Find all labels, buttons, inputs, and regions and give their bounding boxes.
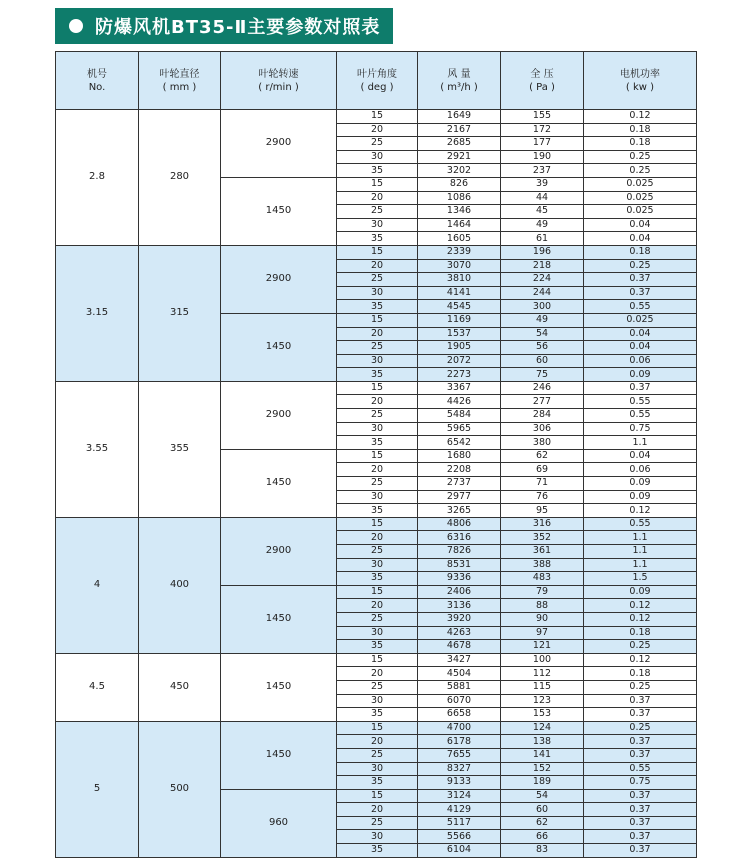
cell-total-pressure: 90 [501,612,584,626]
cell-motor-power: 0.25 [584,150,697,164]
cell-total-pressure: 152 [501,762,584,776]
cell-air-volume: 5566 [418,830,501,844]
cell-total-pressure: 61 [501,232,584,246]
cell-model-no: 5 [56,721,139,857]
cell-blade-angle: 20 [337,191,418,205]
cell-air-volume: 1346 [418,205,501,219]
header-impeller-diameter: 叶轮直径 ( mm ) [139,52,221,110]
cell-total-pressure: 97 [501,626,584,640]
cell-air-volume: 1537 [418,327,501,341]
cell-blade-angle: 15 [337,245,418,259]
cell-motor-power: 0.37 [584,286,697,300]
cell-air-volume: 4678 [418,640,501,654]
cell-total-pressure: 138 [501,735,584,749]
cell-blade-angle: 15 [337,721,418,735]
cell-blade-angle: 35 [337,436,418,450]
cell-motor-power: 0.04 [584,232,697,246]
cell-motor-power: 0.025 [584,177,697,191]
cell-blade-angle: 35 [337,300,418,314]
cell-total-pressure: 60 [501,803,584,817]
cell-motor-power: 0.55 [584,517,697,531]
cell-total-pressure: 54 [501,327,584,341]
cell-total-pressure: 88 [501,599,584,613]
cell-total-pressure: 155 [501,110,584,124]
cell-blade-angle: 25 [337,341,418,355]
cell-total-pressure: 100 [501,653,584,667]
cell-motor-power: 0.09 [584,490,697,504]
cell-blade-angle: 35 [337,232,418,246]
cell-blade-angle: 15 [337,110,418,124]
table-row [56,245,697,259]
cell-total-pressure: 75 [501,368,584,382]
cell-motor-power: 0.55 [584,409,697,423]
cell-blade-angle: 30 [337,762,418,776]
cell-air-volume: 7826 [418,545,501,559]
cell-blade-angle: 20 [337,463,418,477]
cell-total-pressure: 196 [501,245,584,259]
table-row [56,381,697,395]
cell-air-volume: 3920 [418,612,501,626]
cell-motor-power: 0.09 [584,477,697,491]
cell-blade-angle: 35 [337,572,418,586]
cell-model-no: 4.5 [56,653,139,721]
cell-motor-power: 0.04 [584,218,697,232]
cell-air-volume: 2273 [418,368,501,382]
cell-motor-power: 0.12 [584,110,697,124]
cell-blade-angle: 20 [337,531,418,545]
cell-speed: 1450 [221,313,337,381]
cell-air-volume: 3070 [418,259,501,273]
table-row [56,517,697,531]
cell-air-volume: 2339 [418,245,501,259]
cell-air-volume: 1605 [418,232,501,246]
cell-motor-power: 0.18 [584,123,697,137]
header-blade-angle: 叶片角度 ( deg ) [337,52,418,110]
cell-air-volume: 3265 [418,504,501,518]
table-row [56,721,697,735]
cell-motor-power: 0.37 [584,273,697,287]
cell-air-volume: 7655 [418,748,501,762]
cell-motor-power: 1.1 [584,558,697,572]
cell-blade-angle: 20 [337,123,418,137]
cell-air-volume: 6542 [418,436,501,450]
cell-air-volume: 5117 [418,816,501,830]
cell-motor-power: 0.37 [584,816,697,830]
cell-blade-angle: 30 [337,354,418,368]
cell-blade-angle: 30 [337,558,418,572]
cell-motor-power: 0.025 [584,191,697,205]
cell-air-volume: 1086 [418,191,501,205]
cell-motor-power: 1.5 [584,572,697,586]
cell-blade-angle: 25 [337,612,418,626]
cell-air-volume: 5881 [418,680,501,694]
cell-air-volume: 1649 [418,110,501,124]
cell-speed: 2900 [221,110,337,178]
cell-diameter: 280 [139,110,221,246]
cell-motor-power: 0.37 [584,789,697,803]
cell-motor-power: 0.09 [584,585,697,599]
cell-air-volume: 6070 [418,694,501,708]
cell-diameter: 355 [139,381,221,517]
cell-air-volume: 4263 [418,626,501,640]
cell-total-pressure: 141 [501,748,584,762]
cell-blade-angle: 15 [337,517,418,531]
header-motor-power: 电机功率 ( kw ) [584,52,697,110]
cell-blade-angle: 25 [337,748,418,762]
cell-motor-power: 0.55 [584,762,697,776]
table-row [56,110,697,124]
cell-air-volume: 1905 [418,341,501,355]
cell-motor-power: 0.37 [584,844,697,858]
cell-air-volume: 8531 [418,558,501,572]
cell-blade-angle: 25 [337,816,418,830]
cell-air-volume: 6658 [418,708,501,722]
page-title: 防爆风机BT35-Ⅱ主要参数对照表 [95,17,381,38]
cell-motor-power: 0.25 [584,259,697,273]
cell-diameter: 400 [139,517,221,653]
title-bar [55,8,393,44]
cell-motor-power: 0.12 [584,599,697,613]
cell-total-pressure: 62 [501,816,584,830]
parameter-table [55,51,697,858]
cell-total-pressure: 115 [501,680,584,694]
cell-diameter: 500 [139,721,221,857]
cell-total-pressure: 284 [501,409,584,423]
cell-air-volume: 4141 [418,286,501,300]
cell-motor-power: 1.1 [584,545,697,559]
cell-motor-power: 0.09 [584,368,697,382]
cell-motor-power: 0.025 [584,313,697,327]
cell-air-volume: 2167 [418,123,501,137]
cell-motor-power: 0.37 [584,830,697,844]
cell-model-no: 3.55 [56,381,139,517]
cell-motor-power: 0.04 [584,341,697,355]
cell-blade-angle: 30 [337,626,418,640]
cell-total-pressure: 190 [501,150,584,164]
table-row [56,653,697,667]
cell-blade-angle: 15 [337,789,418,803]
cell-blade-angle: 15 [337,653,418,667]
header-impeller-speed: 叶轮转速 ( r/min ) [221,52,337,110]
cell-motor-power: 0.06 [584,354,697,368]
cell-blade-angle: 25 [337,545,418,559]
cell-air-volume: 3202 [418,164,501,178]
cell-air-volume: 6178 [418,735,501,749]
cell-motor-power: 0.025 [584,205,697,219]
cell-motor-power: 0.18 [584,626,697,640]
cell-total-pressure: 277 [501,395,584,409]
cell-total-pressure: 79 [501,585,584,599]
cell-total-pressure: 56 [501,341,584,355]
cell-air-volume: 3810 [418,273,501,287]
cell-blade-angle: 25 [337,680,418,694]
cell-air-volume: 8327 [418,762,501,776]
cell-air-volume: 4545 [418,300,501,314]
cell-motor-power: 0.37 [584,694,697,708]
cell-total-pressure: 124 [501,721,584,735]
cell-blade-angle: 15 [337,313,418,327]
cell-air-volume: 3136 [418,599,501,613]
cell-blade-angle: 35 [337,776,418,790]
cell-total-pressure: 83 [501,844,584,858]
cell-total-pressure: 39 [501,177,584,191]
cell-air-volume: 6316 [418,531,501,545]
cell-motor-power: 0.12 [584,504,697,518]
cell-motor-power: 0.12 [584,653,697,667]
cell-total-pressure: 224 [501,273,584,287]
cell-air-volume: 2977 [418,490,501,504]
cell-total-pressure: 483 [501,572,584,586]
cell-speed: 1450 [221,653,337,721]
cell-blade-angle: 25 [337,409,418,423]
cell-total-pressure: 95 [501,504,584,518]
cell-blade-angle: 35 [337,504,418,518]
cell-air-volume: 2208 [418,463,501,477]
cell-motor-power: 0.25 [584,680,697,694]
cell-total-pressure: 60 [501,354,584,368]
cell-air-volume: 4426 [418,395,501,409]
cell-blade-angle: 25 [337,205,418,219]
cell-air-volume: 5965 [418,422,501,436]
cell-motor-power: 0.37 [584,735,697,749]
cell-blade-angle: 25 [337,477,418,491]
cell-total-pressure: 49 [501,313,584,327]
cell-blade-angle: 35 [337,368,418,382]
table-header-row [56,52,697,110]
cell-motor-power: 0.18 [584,667,697,681]
cell-motor-power: 0.37 [584,748,697,762]
cell-motor-power: 0.12 [584,612,697,626]
cell-total-pressure: 306 [501,422,584,436]
cell-motor-power: 0.18 [584,137,697,151]
cell-motor-power: 0.25 [584,164,697,178]
cell-motor-power: 1.1 [584,436,697,450]
cell-total-pressure: 49 [501,218,584,232]
cell-blade-angle: 20 [337,259,418,273]
cell-motor-power: 0.55 [584,395,697,409]
cell-air-volume: 826 [418,177,501,191]
cell-blade-angle: 15 [337,585,418,599]
cell-air-volume: 9336 [418,572,501,586]
cell-air-volume: 4129 [418,803,501,817]
cell-blade-angle: 35 [337,844,418,858]
cell-diameter: 450 [139,653,221,721]
cell-total-pressure: 218 [501,259,584,273]
cell-blade-angle: 20 [337,395,418,409]
cell-model-no: 4 [56,517,139,653]
cell-air-volume: 2406 [418,585,501,599]
cell-blade-angle: 35 [337,164,418,178]
cell-air-volume: 5484 [418,409,501,423]
cell-total-pressure: 62 [501,449,584,463]
cell-air-volume: 1169 [418,313,501,327]
cell-total-pressure: 153 [501,708,584,722]
cell-air-volume: 1464 [418,218,501,232]
cell-motor-power: 0.04 [584,449,697,463]
cell-blade-angle: 20 [337,735,418,749]
cell-total-pressure: 246 [501,381,584,395]
cell-total-pressure: 121 [501,640,584,654]
cell-blade-angle: 30 [337,830,418,844]
cell-motor-power: 0.04 [584,327,697,341]
cell-total-pressure: 45 [501,205,584,219]
cell-motor-power: 0.18 [584,245,697,259]
cell-total-pressure: 237 [501,164,584,178]
cell-speed: 1450 [221,721,337,789]
cell-total-pressure: 300 [501,300,584,314]
cell-total-pressure: 54 [501,789,584,803]
cell-speed: 2900 [221,517,337,585]
cell-air-volume: 1680 [418,449,501,463]
cell-total-pressure: 361 [501,545,584,559]
cell-speed: 960 [221,789,337,857]
cell-blade-angle: 20 [337,667,418,681]
cell-air-volume: 2685 [418,137,501,151]
cell-blade-angle: 35 [337,640,418,654]
cell-blade-angle: 25 [337,273,418,287]
cell-air-volume: 4504 [418,667,501,681]
header-air-volume: 风 量 ( m³/h ) [418,52,501,110]
cell-total-pressure: 316 [501,517,584,531]
cell-speed: 1450 [221,177,337,245]
cell-air-volume: 3427 [418,653,501,667]
cell-diameter: 315 [139,245,221,381]
cell-total-pressure: 388 [501,558,584,572]
cell-total-pressure: 172 [501,123,584,137]
cell-motor-power: 0.37 [584,708,697,722]
cell-air-volume: 4700 [418,721,501,735]
header-total-pressure: 全 压 ( Pa ) [501,52,584,110]
cell-speed: 1450 [221,585,337,653]
cell-motor-power: 0.25 [584,721,697,735]
cell-total-pressure: 44 [501,191,584,205]
cell-model-no: 3.15 [56,245,139,381]
cell-motor-power: 0.37 [584,803,697,817]
cell-motor-power: 0.55 [584,300,697,314]
cell-blade-angle: 30 [337,286,418,300]
cell-total-pressure: 76 [501,490,584,504]
cell-model-no: 2.8 [56,110,139,246]
cell-air-volume: 2921 [418,150,501,164]
cell-speed: 2900 [221,381,337,449]
cell-blade-angle: 35 [337,708,418,722]
cell-speed: 1450 [221,449,337,517]
cell-blade-angle: 20 [337,599,418,613]
cell-total-pressure: 123 [501,694,584,708]
cell-motor-power: 0.06 [584,463,697,477]
cell-air-volume: 2737 [418,477,501,491]
cell-blade-angle: 30 [337,422,418,436]
cell-air-volume: 6104 [418,844,501,858]
cell-speed: 2900 [221,245,337,313]
cell-air-volume: 3367 [418,381,501,395]
cell-blade-angle: 15 [337,449,418,463]
bullet-icon [69,19,83,33]
cell-total-pressure: 71 [501,477,584,491]
cell-total-pressure: 352 [501,531,584,545]
cell-air-volume: 3124 [418,789,501,803]
cell-blade-angle: 20 [337,803,418,817]
cell-blade-angle: 25 [337,137,418,151]
cell-total-pressure: 177 [501,137,584,151]
table-body [56,110,697,858]
cell-air-volume: 4806 [418,517,501,531]
cell-total-pressure: 380 [501,436,584,450]
cell-blade-angle: 30 [337,490,418,504]
cell-air-volume: 9133 [418,776,501,790]
cell-blade-angle: 15 [337,381,418,395]
cell-air-volume: 2072 [418,354,501,368]
cell-blade-angle: 30 [337,150,418,164]
header-model-no: 机号 No. [56,52,139,110]
cell-blade-angle: 30 [337,218,418,232]
cell-motor-power: 0.25 [584,640,697,654]
cell-motor-power: 0.37 [584,381,697,395]
cell-total-pressure: 189 [501,776,584,790]
cell-blade-angle: 20 [337,327,418,341]
cell-motor-power: 0.75 [584,422,697,436]
cell-total-pressure: 69 [501,463,584,477]
cell-total-pressure: 66 [501,830,584,844]
cell-total-pressure: 112 [501,667,584,681]
cell-motor-power: 1.1 [584,531,697,545]
cell-total-pressure: 244 [501,286,584,300]
cell-blade-angle: 30 [337,694,418,708]
cell-motor-power: 0.75 [584,776,697,790]
cell-blade-angle: 15 [337,177,418,191]
